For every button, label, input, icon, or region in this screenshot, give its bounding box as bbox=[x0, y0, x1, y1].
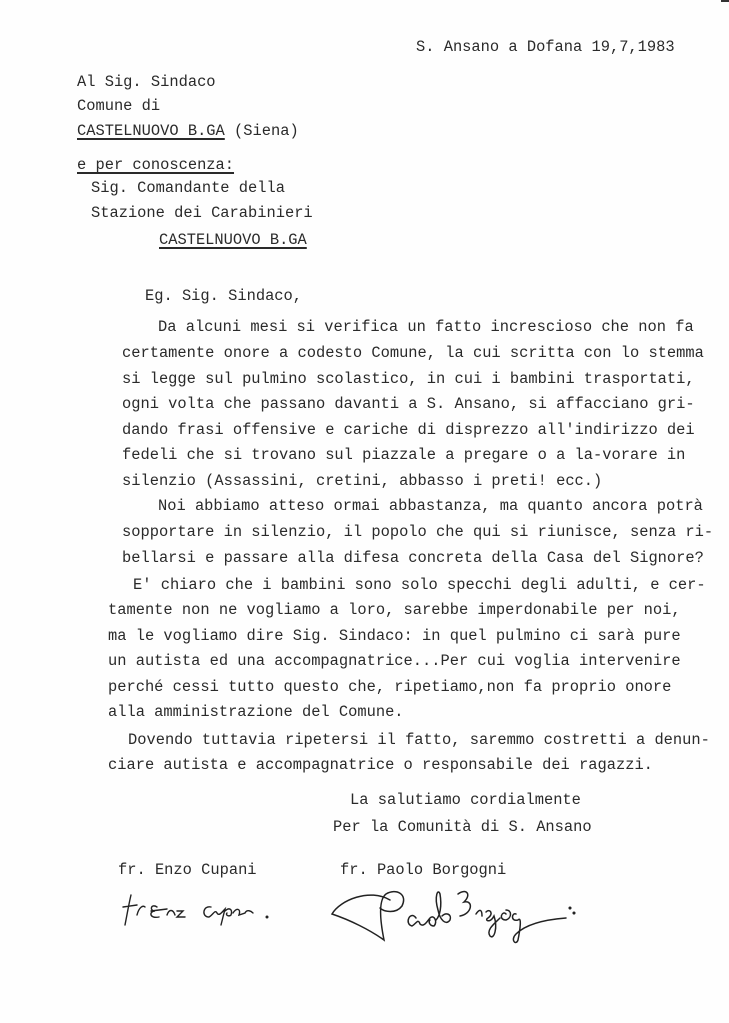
signature-paolo-borgogni bbox=[330, 880, 580, 960]
body-line: dando frasi offensive e cariche di disprezzo all'indirizzo dei bbox=[122, 421, 695, 439]
closing-line: La salutiamo cordialmente bbox=[350, 791, 581, 809]
body-line: sopportare in silenzio, il popolo che qui si riunisce, senza ri- bbox=[122, 523, 714, 541]
recipient-town-name: CASTELNUOVO B.GA bbox=[77, 122, 225, 140]
recipient-line: Comune di bbox=[77, 97, 161, 115]
cc-line: Stazione dei Carabinieri bbox=[91, 204, 313, 222]
body-line: si legge sul pulmino scolastico, in cui i bambini trasportati, bbox=[122, 370, 695, 388]
signature-enzo-cupani bbox=[115, 885, 275, 935]
page-edge-mark bbox=[721, 0, 729, 2]
recipient-province: (Siena) bbox=[234, 122, 299, 140]
body-line: ogni volta che passano davanti a S. Ansano, si affacciano gri- bbox=[122, 395, 695, 413]
body-line: ma le vogliamo dire Sig. Sindaco: in quel pulmino ci sarà pure bbox=[108, 627, 681, 645]
body-line: Dovendo tuttavia ripetersi il fatto, saremmo costretti a denun- bbox=[128, 731, 710, 749]
body-line: certamente onore a codesto Comune, la cui scritta con lo stemma bbox=[122, 344, 704, 362]
recipient-town bbox=[77, 121, 299, 141]
body-line: bellarsi e passare alla difesa concreta della Casa del Signore? bbox=[122, 549, 704, 567]
recipient-line: Al Sig. Sindaco bbox=[77, 73, 216, 91]
cc-town: CASTELNUOVO B.GA bbox=[159, 231, 307, 249]
body-line: silenzio (Assassini, cretini, abbasso i preti! ecc.) bbox=[122, 472, 603, 490]
cc-line: Sig. Comandante della bbox=[91, 179, 285, 197]
body-line: tamente non ne vogliamo a loro, sarebbe imperdonabile per noi, bbox=[108, 601, 681, 619]
body-line: Noi abbiamo atteso ormai abbastanza, ma quanto ancora potrà bbox=[158, 497, 703, 515]
body-line: Da alcuni mesi si verifica un fatto increscioso che non fa bbox=[158, 318, 694, 336]
body-line: perché cessi tutto questo che, ripetiamo,non fa proprio onore bbox=[108, 678, 672, 696]
body-line: E' chiaro che i bambini sono solo specchi degli adulti, e cer- bbox=[133, 576, 706, 594]
signatory-left: fr. Enzo Cupani bbox=[118, 861, 257, 879]
body-line: ciare autista e accompagnatrice o responsabile dei ragazzi. bbox=[108, 756, 653, 774]
signatory-right: fr. Paolo Borgogni bbox=[340, 861, 507, 879]
body-line: alla amministrazione del Comune. bbox=[108, 703, 404, 721]
body-line: un autista ed una accompagnatrice...Per cui voglia intervenire bbox=[108, 652, 681, 670]
body-line: fedeli che si trovano sul piazzale a pregare o a la-vorare in bbox=[122, 446, 686, 464]
date-line: S. Ansano a Dofana 19,7,1983 bbox=[416, 38, 675, 56]
closing-line: Per la Comunità di S. Ansano bbox=[333, 818, 592, 836]
salutation: Eg. Sig. Sindaco, bbox=[145, 287, 303, 305]
cc-label: e per conoscenza: bbox=[77, 156, 235, 174]
